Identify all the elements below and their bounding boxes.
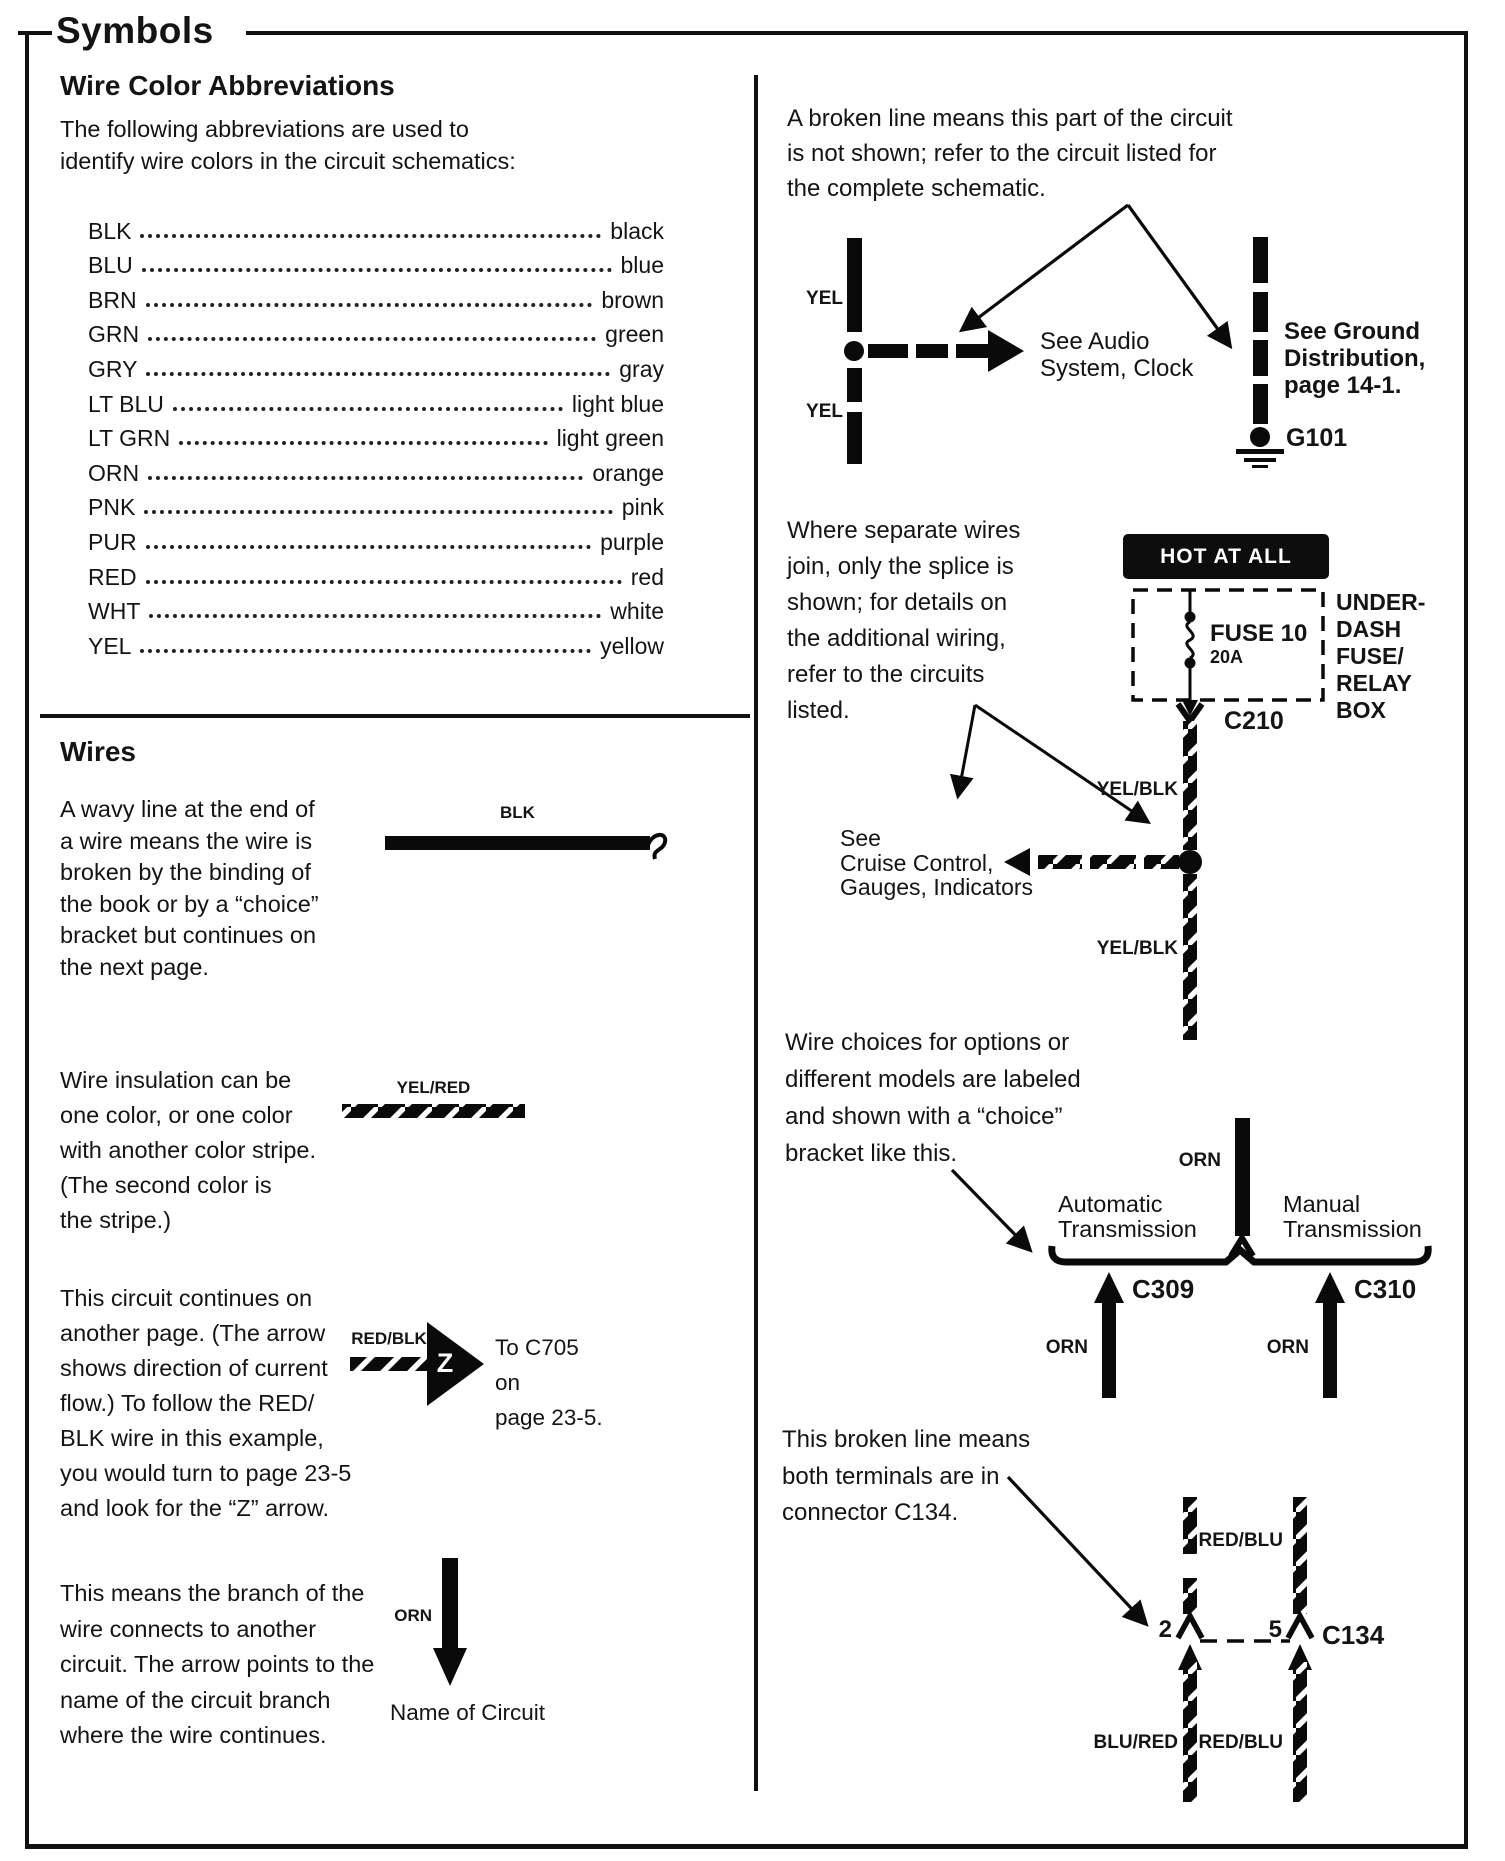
manual-transmission-label bbox=[1283, 1192, 1422, 1242]
abbrev-color: white bbox=[610, 598, 664, 625]
abbrev-code: LT BLU bbox=[88, 390, 164, 417]
abbrev-code: BRN bbox=[88, 286, 137, 313]
fuse-dot-bottom bbox=[1185, 658, 1196, 669]
yelblk-wire-upper bbox=[1183, 721, 1197, 850]
text-line: Distribution, bbox=[1284, 345, 1426, 372]
automatic-transmission-label bbox=[1058, 1192, 1197, 1242]
name-of-circuit-label: Name of Circuit bbox=[390, 1700, 546, 1725]
abbrev-code: RED bbox=[88, 563, 137, 590]
text-line: identify wire colors in the circuit schematics: bbox=[60, 147, 516, 174]
dash-1 bbox=[868, 344, 908, 358]
abbrev-code: BLK bbox=[88, 217, 132, 244]
orn-label-c310: ORN bbox=[1266, 1337, 1309, 1358]
choice-bracket bbox=[1052, 1246, 1428, 1262]
text-line: the complete schematic. bbox=[787, 175, 1046, 202]
pointer-line-left bbox=[962, 205, 1128, 330]
text-line: DASH bbox=[1336, 616, 1402, 642]
pointer-line-left bbox=[958, 705, 975, 796]
dash-3 bbox=[956, 344, 988, 358]
c134-label: C134 bbox=[1322, 1620, 1385, 1650]
redblu-label-top: RED/BLU bbox=[1198, 1530, 1283, 1551]
text-line: UNDER- bbox=[1336, 589, 1426, 615]
blk-wavy-wire-sample bbox=[385, 835, 665, 859]
pointer-line-right bbox=[975, 705, 1148, 822]
text-line: name of the circuit branch bbox=[60, 1686, 331, 1713]
abbrev-color: purple bbox=[600, 528, 664, 555]
abbrev-color: black bbox=[610, 217, 664, 244]
text-line: join, only the splice is bbox=[787, 553, 1014, 580]
text-line: Wire choices for options or bbox=[785, 1029, 1070, 1056]
orn-wire-label: ORN bbox=[394, 1606, 432, 1625]
abbrev-color: orange bbox=[592, 459, 664, 486]
see-cruise-note bbox=[840, 826, 1033, 900]
text-line: listed. bbox=[787, 697, 850, 724]
fuse-amp-label: 20A bbox=[1210, 647, 1244, 667]
text-line: a wire means the wire is bbox=[60, 827, 313, 854]
text-line: wire connects to another bbox=[60, 1615, 317, 1642]
text-line: the additional wiring, bbox=[787, 625, 1006, 652]
text-line: on bbox=[495, 1370, 521, 1395]
page-title: Symbols bbox=[56, 10, 222, 52]
wavy-break-symbol bbox=[648, 835, 665, 859]
blured-label-bottom: BLU/RED bbox=[1093, 1732, 1178, 1753]
text-line: is not shown; refer to the circuit listed for bbox=[787, 140, 1217, 167]
yel-wire-lower bbox=[847, 412, 862, 464]
yelred-wire bbox=[342, 1104, 525, 1118]
yel-wire-mid bbox=[847, 368, 862, 402]
text-line: To C705 bbox=[495, 1335, 579, 1360]
to-c705-note bbox=[495, 1330, 603, 1435]
text-line: where the wire continues. bbox=[60, 1722, 327, 1748]
text-line: flow.) To follow the RED/ bbox=[60, 1390, 315, 1416]
text-line: This circuit continues on bbox=[60, 1285, 313, 1311]
abbrev-code: ORN bbox=[88, 459, 140, 486]
c309-wire bbox=[1102, 1300, 1116, 1398]
splice-dot bbox=[1178, 850, 1202, 874]
pointer-line bbox=[952, 1170, 1030, 1250]
c309-arrowhead bbox=[1094, 1272, 1124, 1303]
text-line: bracket like this. bbox=[785, 1140, 958, 1167]
splice-dot bbox=[844, 341, 864, 361]
yelred-wire-label: YEL/RED bbox=[396, 1078, 471, 1097]
yelblk-label-bottom: YEL/BLK bbox=[1096, 938, 1178, 959]
text-line: circuit. The arrow points to the bbox=[60, 1651, 375, 1677]
text-line: Automatic bbox=[1058, 1191, 1163, 1217]
hot-at-all-times-banner: HOT AT ALL TIMES bbox=[1123, 534, 1329, 579]
abbrev-color: red bbox=[630, 563, 664, 590]
wires-heading: Wires bbox=[60, 736, 137, 767]
text-line: the stripe.) bbox=[60, 1207, 172, 1233]
abbrev-color: blue bbox=[620, 252, 664, 279]
abbrev-code: WHT bbox=[88, 598, 141, 625]
orn-wire bbox=[442, 1558, 458, 1650]
text-line: The following abbreviations are used to bbox=[60, 116, 469, 142]
text-line: This broken line means bbox=[782, 1426, 1031, 1453]
text-line: A wavy line at the end of bbox=[60, 796, 315, 822]
ground-wire-seg2 bbox=[1253, 292, 1268, 332]
g101-label: G101 bbox=[1286, 424, 1348, 452]
dash-3 bbox=[1144, 855, 1179, 869]
right-wire-lower bbox=[1293, 1662, 1307, 1802]
text-line: one color, or one color bbox=[60, 1102, 293, 1128]
c310-arrowhead bbox=[1315, 1272, 1345, 1303]
text-line: BOX bbox=[1336, 697, 1386, 723]
abbrev-color: pink bbox=[621, 494, 664, 521]
abbrev-code: BLU bbox=[88, 252, 133, 279]
yel-wire-upper bbox=[847, 238, 862, 332]
text-line: System, Clock bbox=[1040, 355, 1194, 382]
abbrev-code: GRN bbox=[88, 321, 140, 348]
orn-label-top: ORN bbox=[1178, 1150, 1221, 1171]
see-ground-note bbox=[1284, 318, 1425, 399]
text-line: This means the branch of the bbox=[60, 1580, 365, 1606]
yelblk-label-top: YEL/BLK bbox=[1096, 779, 1178, 800]
left-fork bbox=[1178, 1616, 1202, 1638]
text-line: FUSE/ bbox=[1336, 643, 1404, 669]
abbrev-color: light blue bbox=[571, 390, 664, 417]
text-line: shown; for details on bbox=[787, 589, 1008, 616]
pointer-line-right bbox=[1128, 205, 1230, 346]
yelred-striped-wire-sample bbox=[342, 1104, 525, 1118]
blk-wire bbox=[385, 836, 650, 850]
text-line: page 23-5. bbox=[495, 1405, 603, 1430]
see-audio-note bbox=[1040, 328, 1193, 382]
yel-label-bottom: YEL bbox=[806, 401, 843, 422]
right-fork bbox=[1288, 1616, 1312, 1638]
abbrev-code: YEL bbox=[88, 632, 132, 659]
text-line: shows direction of current bbox=[60, 1355, 328, 1381]
orn-label-c309: ORN bbox=[1045, 1337, 1088, 1358]
text-line: Transmission bbox=[1058, 1216, 1197, 1242]
underdash-box-label bbox=[1336, 589, 1425, 724]
z-arrow-letter: Z bbox=[436, 1348, 454, 1378]
abbrev-code: PNK bbox=[88, 494, 136, 521]
abbrev-color: gray bbox=[619, 355, 664, 382]
text-line: See Ground bbox=[1284, 318, 1421, 345]
text-line: broken by the binding of bbox=[60, 859, 311, 885]
abbrev-code: PUR bbox=[88, 528, 137, 555]
splice-diagram bbox=[958, 590, 1323, 1040]
terminal-2-label: 2 bbox=[1158, 1616, 1172, 1643]
text-line: you would turn to page 23-5 bbox=[60, 1460, 352, 1486]
abbrev-color: green bbox=[605, 321, 664, 348]
redblk-wire bbox=[350, 1357, 427, 1371]
text-line: and shown with a “choice” bbox=[785, 1103, 1063, 1130]
c210-label: C210 bbox=[1224, 707, 1284, 735]
text-line: RELAY bbox=[1336, 670, 1412, 696]
text-line: refer to the circuits bbox=[787, 661, 985, 688]
text-line: with another color stripe. bbox=[60, 1137, 317, 1163]
right-arrowhead bbox=[988, 330, 1024, 372]
ground-symbol bbox=[1236, 427, 1284, 468]
fuse-element bbox=[1187, 622, 1193, 658]
abbrev-code: GRY bbox=[88, 355, 138, 382]
terminal-5-label: 5 bbox=[1268, 1616, 1282, 1643]
c309-label: C309 bbox=[1132, 1274, 1195, 1304]
redblu-label-bottom: RED/BLU bbox=[1198, 1732, 1283, 1753]
text-line: Cruise Control, bbox=[840, 849, 994, 876]
text-line: (The second color is bbox=[60, 1172, 272, 1198]
text-line: See Audio bbox=[1040, 328, 1150, 355]
text-line: the book or by a “choice” bbox=[60, 890, 319, 917]
text-line: Manual bbox=[1283, 1191, 1361, 1217]
redblk-wire-label: RED/BLK bbox=[351, 1329, 427, 1348]
text-line: Where separate wires bbox=[787, 517, 1021, 544]
right-wire-upper bbox=[1293, 1497, 1307, 1614]
yel-label-top: YEL bbox=[806, 288, 843, 309]
orn-branch-arrow-sample bbox=[433, 1558, 467, 1686]
down-arrowhead bbox=[433, 1648, 467, 1686]
text-line: A broken line means this part of the circuit bbox=[787, 105, 1233, 132]
text-line: Gauges, Indicators bbox=[840, 874, 1034, 900]
text-line: See bbox=[840, 825, 881, 851]
abbrev-code: LT GRN bbox=[88, 425, 171, 452]
abbrev-color: yellow bbox=[600, 632, 664, 659]
text-line: another page. (The arrow bbox=[60, 1320, 326, 1346]
text-line: different models are labeled bbox=[785, 1066, 1081, 1093]
text-line: the next page. bbox=[60, 953, 209, 980]
text-line: page 14-1. bbox=[1284, 372, 1402, 399]
c310-label: C310 bbox=[1354, 1274, 1417, 1304]
text-line: bracket but continues on bbox=[60, 922, 317, 948]
c310-wire bbox=[1323, 1300, 1337, 1398]
text-line: both terminals are in bbox=[782, 1462, 1000, 1490]
orn-wire-top bbox=[1235, 1118, 1250, 1236]
abbrev-color: brown bbox=[601, 286, 664, 313]
abbrev-color: light green bbox=[556, 425, 664, 452]
dash-2 bbox=[1090, 855, 1136, 869]
pointer-line bbox=[1008, 1477, 1146, 1624]
left-wire-seg2 bbox=[1183, 1578, 1197, 1614]
text-line: Transmission bbox=[1283, 1216, 1422, 1242]
yelblk-wire-lower bbox=[1183, 874, 1197, 1040]
ground-wire-seg4 bbox=[1253, 384, 1268, 424]
blk-wire-label: BLK bbox=[500, 803, 535, 822]
text-line: connector C134. bbox=[782, 1499, 959, 1526]
fuse-name-label: FUSE 10 bbox=[1210, 620, 1308, 647]
text-line: Wire insulation can be bbox=[60, 1067, 292, 1093]
ground-wire-seg3 bbox=[1253, 340, 1268, 376]
abbrev-heading: Wire Color Abbreviations bbox=[60, 70, 395, 101]
text-line: and look for the “Z” arrow. bbox=[60, 1495, 330, 1521]
dash-1 bbox=[1038, 855, 1082, 869]
ground-wire-seg1 bbox=[1253, 237, 1268, 283]
dash-2 bbox=[916, 344, 948, 358]
text-line: BLK wire in this example, bbox=[60, 1425, 324, 1451]
